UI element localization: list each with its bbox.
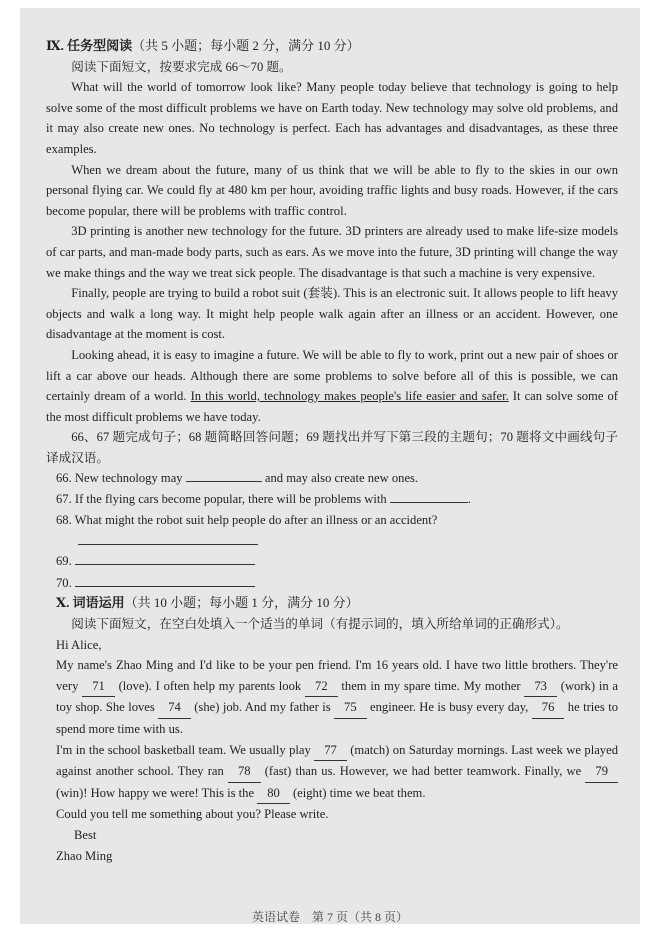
blank-71[interactable]: 71 bbox=[82, 676, 115, 698]
letter-text: them in my spare time. My mother bbox=[337, 678, 525, 693]
letter-text: (work) in a toy shop. She loves bbox=[56, 678, 619, 715]
blank-80[interactable]: 80 bbox=[257, 783, 290, 805]
answer-line-68-row bbox=[46, 530, 618, 550]
letter-text: he tries to spend more time with us. bbox=[56, 700, 618, 736]
question-69-label: 69. bbox=[56, 554, 72, 569]
blank-75[interactable]: 75 bbox=[334, 697, 367, 719]
section-9-heading bbox=[46, 36, 618, 57]
question-70 bbox=[46, 572, 618, 594]
section-9-info: （共 5 小题；每小题 2 分，满分 10 分） bbox=[132, 38, 360, 53]
question-67-text-b: . bbox=[467, 492, 471, 507]
question-66-text-b: and may also create new ones. bbox=[264, 471, 419, 486]
letter-greeting: Hi Alice, bbox=[56, 637, 102, 652]
answer-line-68[interactable] bbox=[78, 530, 258, 545]
blank-73[interactable]: 73 bbox=[524, 676, 557, 698]
blank-77[interactable]: 77 bbox=[314, 740, 347, 762]
letter-paragraph-2 bbox=[46, 740, 618, 805]
letter-text: (fast) than us. However, we had better teamwork. Finally, we bbox=[260, 764, 586, 779]
letter-passage bbox=[46, 614, 618, 866]
section-9-number: Ⅸ. bbox=[46, 38, 64, 53]
letter-text: (win)! How happy we were! This is the bbox=[56, 785, 258, 800]
section-10-info: （共 10 小题；每小题 1 分，满分 10 分） bbox=[124, 595, 359, 611]
section-10-instruction: 阅读下面短文，在空白处填入一个适当的单词（有提示词的，填入所给单词的正确形式）。 bbox=[71, 617, 569, 632]
letter-text: My name's Zhao Ming and I'd like to be your pen friend. I'm 16 years old. I have two little brothers. They're very bbox=[56, 658, 618, 693]
section-10-title: 词语运用 bbox=[72, 595, 125, 611]
blank-72[interactable]: 72 bbox=[305, 676, 338, 698]
exam-page bbox=[20, 8, 640, 924]
letter-text: engineer. He is busy every day, bbox=[366, 700, 532, 715]
page-footer: 英语试卷 第 7 页（共 8 页） bbox=[251, 910, 408, 924]
passage-paragraph-2: When we dream about the future, many of us think that we will be able to fly to the skies in our own personal flying car. We could fly at 480 km per hour, avoiding traffic lights and busy roads. However, if the cars become popular, there will be problems with traffic control. bbox=[46, 162, 618, 218]
paragraph-5-end: It can solve some of the most difficult problems we have today. bbox=[46, 389, 618, 424]
letter-text: (match) on Saturday mornings. Last week we played against another school. They ran bbox=[56, 742, 618, 779]
question-70-label: 70. bbox=[56, 575, 72, 590]
answer-line-69[interactable] bbox=[75, 550, 255, 565]
question-66 bbox=[46, 468, 618, 489]
blank-78[interactable]: 78 bbox=[228, 761, 261, 783]
blank-74[interactable]: 74 bbox=[158, 697, 191, 719]
passage-paragraph-1: What will the world of tomorrow look like? Many people today believe that technology is going to help solve some of the most difficult problems we have on Earth today. New technology may solve old problems, and it may also create new ones. No technology is perfect. Each has advantages and disadvantages, as these three examples. bbox=[46, 80, 618, 156]
section-10-number: Ⅹ. bbox=[56, 595, 70, 611]
section-9-instruction: 阅读下面短文，按要求完成 66～70 题。 bbox=[71, 59, 292, 74]
letter-text: (eight) time we beat them. bbox=[289, 785, 426, 800]
question-67 bbox=[46, 489, 618, 510]
blank-79[interactable]: 79 bbox=[585, 761, 618, 783]
section-9-title: 任务型阅读 bbox=[67, 38, 133, 53]
section-10-heading bbox=[46, 593, 618, 614]
letter-signoff: Best bbox=[74, 827, 97, 842]
letter-text: (love). I often help my parents look bbox=[114, 678, 306, 693]
passage-paragraph-3: 3D printing is another new technology for the future. 3D printers are already used to make life-size models of car parts, and man-made body parts, such as ears. As we move into the future, 3D printing will change the way we make things and the way we treat sick people. The disadvantage is that such a machine is very expensive. bbox=[46, 224, 618, 280]
answer-line-70[interactable] bbox=[75, 572, 255, 587]
letter-text: I'm in the school basketball team. We usually play bbox=[56, 742, 315, 757]
letter-signature: Zhao Ming bbox=[56, 848, 113, 863]
reading-passage bbox=[46, 57, 618, 594]
underlined-sentence: In this world, technology makes people's life easier and safer. bbox=[190, 389, 509, 404]
answer-blank-67[interactable] bbox=[390, 489, 468, 503]
letter-text: (she) job. And my father is bbox=[190, 700, 335, 715]
question-69 bbox=[46, 550, 618, 572]
paragraph-5-start: Looking ahead, it is easy to imagine a future. We will be able to fly to work, print out a new pair of shoes or lift a car above our heads. Although there are some problems to solve before all of this is possible, we can certainly dream of a world. bbox=[46, 347, 618, 404]
passage-paragraph-5 bbox=[46, 345, 618, 427]
question-67-text-a: 67. If the flying cars become popular, there will be problems with bbox=[56, 492, 387, 507]
task-instruction: 66、67 题完成句子；68 题简略回答问题；69 题找出并写下第三段的主题句；70 题将文中画线句子译成汉语。 bbox=[46, 430, 618, 465]
question-66-text-a: 66. New technology may bbox=[56, 471, 183, 486]
question-68: 68. What might the robot suit help people do after an illness or an accident? bbox=[56, 512, 438, 527]
letter-paragraph-1 bbox=[46, 655, 618, 739]
blank-76[interactable]: 76 bbox=[532, 697, 565, 719]
passage-paragraph-4: Finally, people are trying to build a robot suit (套装). This is an electronic suit. It allows people to lift heavy objects and walk a long way. It might help people walk again after an illness or an accident. However, one disadvantage at the moment is cost. bbox=[46, 286, 618, 342]
answer-blank-66[interactable] bbox=[186, 468, 262, 482]
letter-closing-question: Could you tell me something about you? Please write. bbox=[56, 807, 329, 822]
